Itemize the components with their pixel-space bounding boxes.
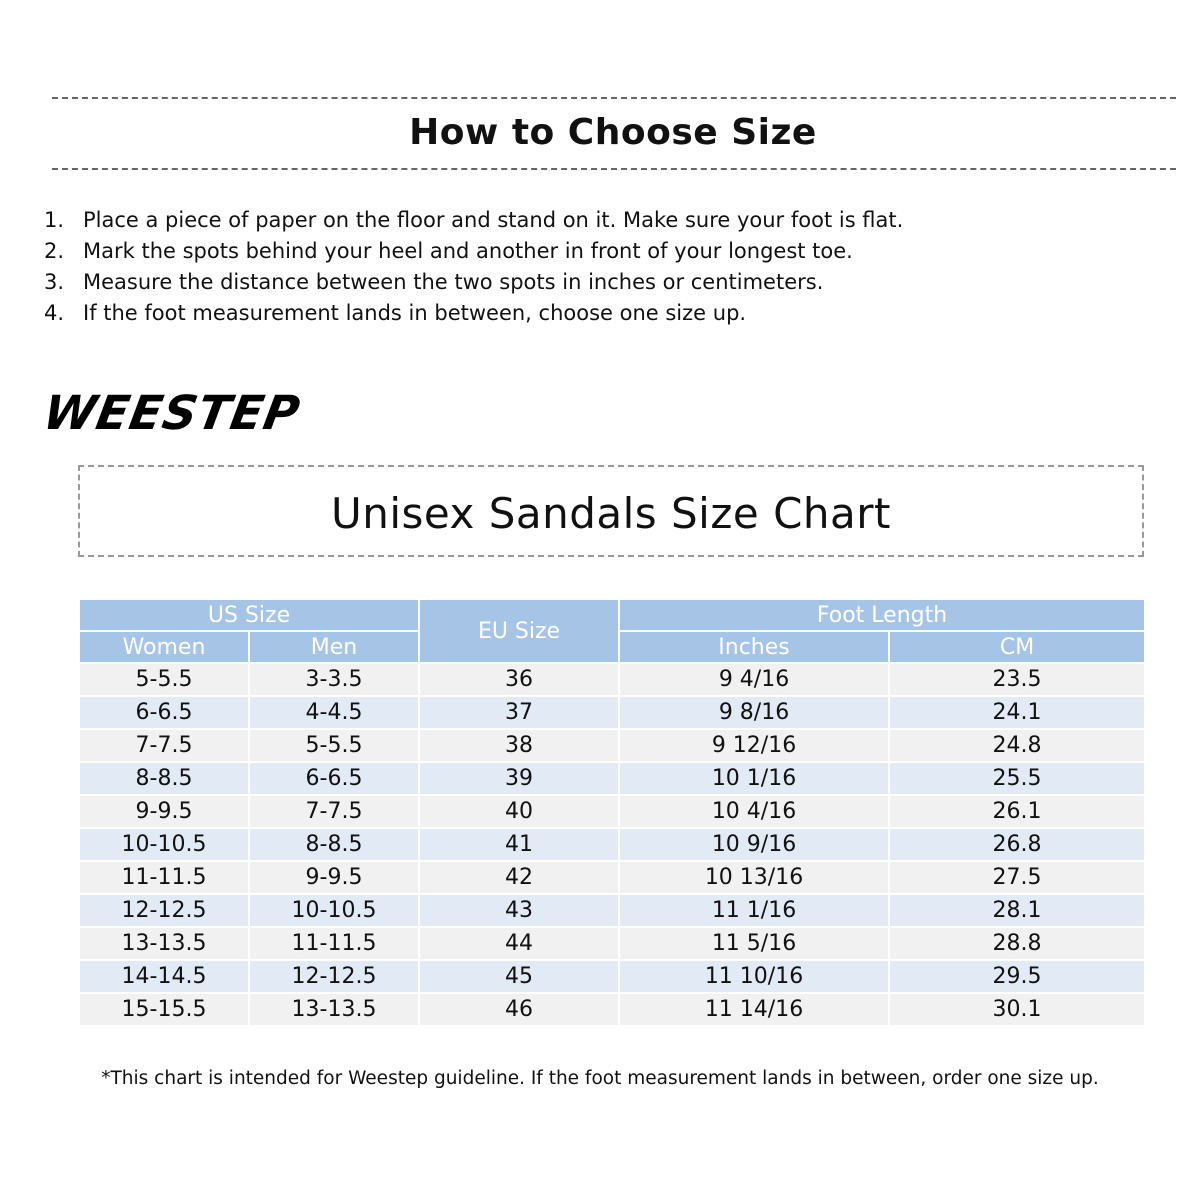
cell-eu: 41: [419, 828, 619, 861]
cell-men: 12-12.5: [249, 960, 419, 993]
table-row: [79, 960, 1145, 993]
cell-inches: 11 1/16: [619, 894, 889, 927]
bottom-dashed-divider: [52, 168, 1176, 170]
cell-inches: 10 1/16: [619, 762, 889, 795]
cell-eu: 38: [419, 729, 619, 762]
cell-women: 12-12.5: [79, 894, 249, 927]
cell-men: 13-13.5: [249, 993, 419, 1026]
cell-inches: 10 9/16: [619, 828, 889, 861]
cell-inches: 10 13/16: [619, 861, 889, 894]
table-row: [79, 795, 1145, 828]
weestep-logo: WEESTEP: [39, 386, 305, 441]
cell-eu: 37: [419, 696, 619, 729]
cell-eu: 44: [419, 927, 619, 960]
cell-men: 4-4.5: [249, 696, 419, 729]
cell-inches: 11 5/16: [619, 927, 889, 960]
cell-inches: 9 4/16: [619, 663, 889, 696]
cell-women: 14-14.5: [79, 960, 249, 993]
table-row: [79, 894, 1145, 927]
step-item: 1. Place a piece of paper on the floor and stand on it. Make sure your foot is flat.: [44, 208, 904, 232]
cell-cm: 26.8: [889, 828, 1145, 861]
table-row: [79, 663, 1145, 696]
cell-eu: 43: [419, 894, 619, 927]
cell-eu: 45: [419, 960, 619, 993]
table-row: [79, 729, 1145, 762]
cell-women: 11-11.5: [79, 861, 249, 894]
cell-inches: 11 10/16: [619, 960, 889, 993]
cell-inches: 9 8/16: [619, 696, 889, 729]
cell-women: 6-6.5: [79, 696, 249, 729]
how-to-title: How to Choose Size: [409, 112, 817, 153]
header-us-size: US Size: [79, 599, 419, 631]
cell-cm: 28.1: [889, 894, 1145, 927]
step-item: 2. Mark the spots behind your heel and another in front of your longest toe.: [44, 239, 853, 263]
header-eu-size: EU Size: [419, 599, 619, 663]
cell-inches: 10 4/16: [619, 795, 889, 828]
cell-cm: 26.1: [889, 795, 1145, 828]
step-item: 3. Measure the distance between the two spots in inches or centimeters.: [44, 270, 824, 294]
cell-eu: 40: [419, 795, 619, 828]
table-row: [79, 828, 1145, 861]
size-rows: [79, 663, 1145, 1026]
table-row: [79, 861, 1145, 894]
cell-men: 5-5.5: [249, 729, 419, 762]
step-item: 4. If the foot measurement lands in between, choose one size up.: [44, 301, 747, 325]
cell-men: 9-9.5: [249, 861, 419, 894]
chart-title-box: [78, 465, 1144, 557]
cell-men: 8-8.5: [249, 828, 419, 861]
instruction-steps: [44, 205, 903, 329]
cell-women: 13-13.5: [79, 927, 249, 960]
table-row: [79, 993, 1145, 1026]
chart-title: Unisex Sandals Size Chart: [330, 489, 892, 538]
cell-eu: 39: [419, 762, 619, 795]
cell-cm: 23.5: [889, 663, 1145, 696]
chart-footnote: *This chart is intended for Weestep guideline. If the foot measurement lands in between, order one size up.: [101, 1068, 1099, 1089]
cell-women: 8-8.5: [79, 762, 249, 795]
cell-men: 6-6.5: [249, 762, 419, 795]
header-women: Women: [79, 631, 249, 663]
cell-eu: 46: [419, 993, 619, 1026]
cell-women: 10-10.5: [79, 828, 249, 861]
cell-cm: 28.8: [889, 927, 1145, 960]
cell-eu: 36: [419, 663, 619, 696]
cell-men: 11-11.5: [249, 927, 419, 960]
header-inches: Inches: [619, 631, 889, 663]
cell-women: 9-9.5: [79, 795, 249, 828]
cell-cm: 25.5: [889, 762, 1145, 795]
cell-cm: 24.8: [889, 729, 1145, 762]
cell-women: 5-5.5: [79, 663, 249, 696]
cell-inches: 9 12/16: [619, 729, 889, 762]
cell-cm: 27.5: [889, 861, 1145, 894]
cell-men: 10-10.5: [249, 894, 419, 927]
cell-eu: 42: [419, 861, 619, 894]
table-row: [79, 762, 1145, 795]
size-chart-table: [78, 598, 1146, 1027]
cell-women: 15-15.5: [79, 993, 249, 1026]
cell-cm: 29.5: [889, 960, 1145, 993]
cell-men: 7-7.5: [249, 795, 419, 828]
cell-women: 7-7.5: [79, 729, 249, 762]
cell-men: 3-3.5: [249, 663, 419, 696]
header-men: Men: [249, 631, 419, 663]
header-foot-length: Foot Length: [619, 599, 1145, 631]
cell-cm: 24.1: [889, 696, 1145, 729]
cell-cm: 30.1: [889, 993, 1145, 1026]
table-row: [79, 927, 1145, 960]
cell-inches: 11 14/16: [619, 993, 889, 1026]
table-row: [79, 696, 1145, 729]
top-dashed-divider: [52, 97, 1176, 99]
header-cm: CM: [889, 631, 1145, 663]
